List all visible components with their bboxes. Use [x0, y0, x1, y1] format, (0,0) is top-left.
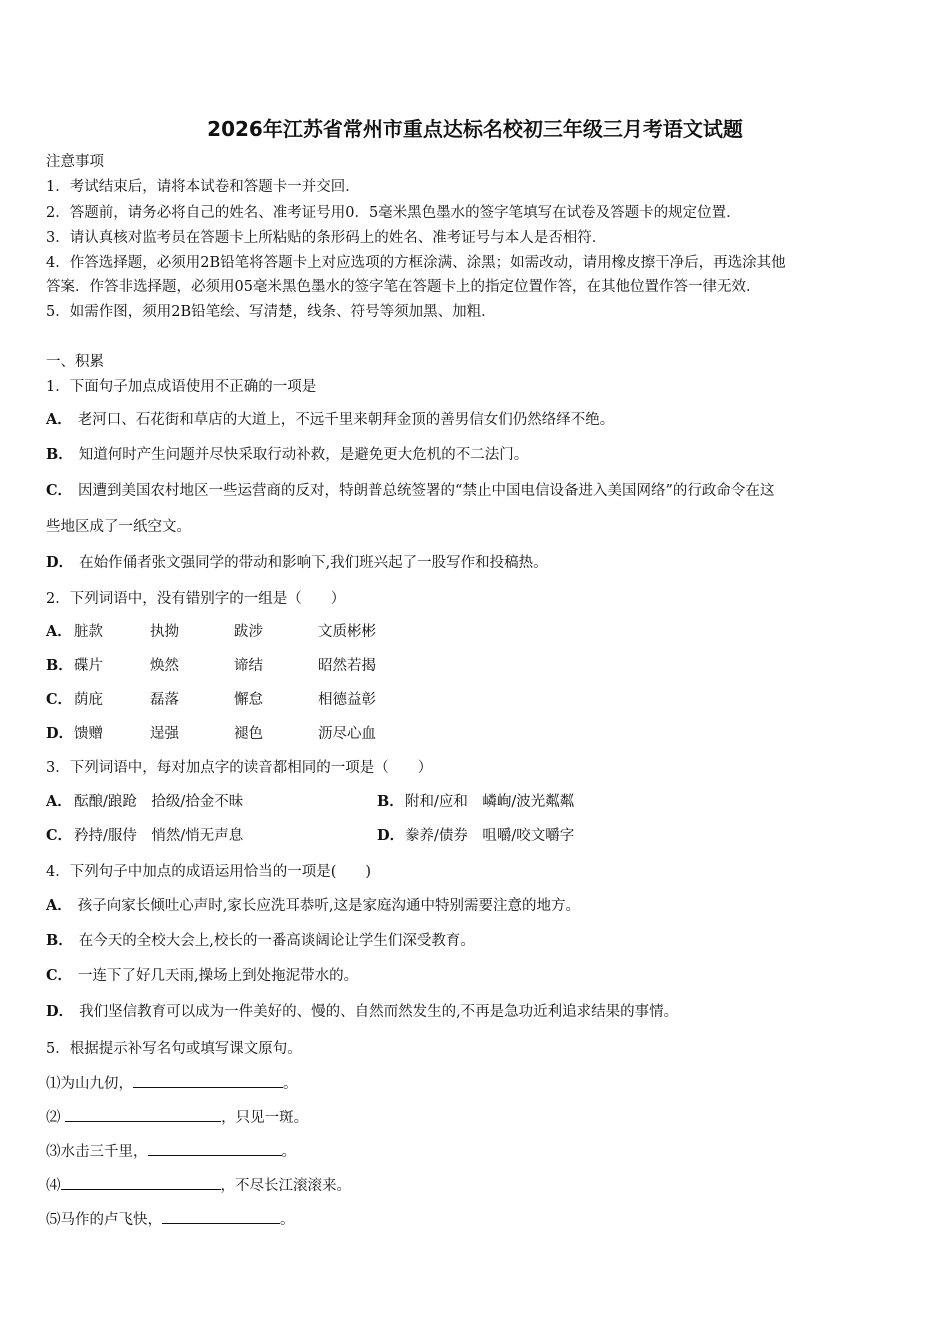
option-text: 在始作俑者张文强同学的带动和影响下,我们班兴起了一股写作和投稿热。 [79, 555, 548, 571]
option-label: C． [46, 827, 73, 844]
notice-item: 5．如需作图，须用2B铅笔绘、写清楚，线条、符号等须加黑、加粗． [46, 304, 496, 320]
fill-in-item [46, 1107, 308, 1128]
prompt-text: ⑵ [46, 1110, 66, 1126]
q1-option-b [46, 445, 528, 465]
option-label: D． [46, 1003, 74, 1020]
answer-blank[interactable] [162, 1209, 280, 1224]
word: 荫庇 [74, 692, 103, 708]
word: 跋涉 [234, 624, 263, 640]
question-4-stem: 4．下列句子中加点的成语运用恰当的一项是( ) [46, 864, 372, 880]
option-text: 因遭到美国农村地区一些运营商的反对，特朗普总统签署的“禁止中国电信设备进入美国网络”的行政命令在这 [78, 483, 775, 499]
option-label: A． [46, 793, 72, 810]
word: 沥尽心血 [318, 726, 376, 742]
prompt-text: ⑷ [46, 1178, 61, 1194]
prompt-text: 。 [280, 1212, 295, 1228]
question-2-stem: 2．下列词语中，没有错别字的一组是（ ） [46, 591, 346, 607]
option-label: B． [46, 657, 73, 674]
option-text: 知道何时产生问题并尽快采取行动补救，是避免更大危机的不二法门。 [78, 447, 529, 463]
option-label: D． [46, 554, 74, 571]
option-text: 豢养/债券 咀嚼/咬文嚼字 [405, 828, 575, 844]
prompt-text: ⑸马作的卢飞快， [46, 1212, 162, 1228]
notice-item: 4．作答选择题，必须用2B铅笔将答题卡上对应选项的方框涂满、涂黑；如需改动，请用橡皮擦干净后，再选涂其他 [46, 255, 786, 271]
notice-heading: 注意事项 [46, 154, 104, 170]
word: 执拗 [150, 624, 179, 640]
q4-option-c [46, 966, 358, 986]
notice-item: 2．答题前，请务必将自己的姓名、准考证号用0．5毫米黑色墨水的签字笔填写在试卷及答题卡的规定位置． [46, 205, 741, 221]
fill-in-item [46, 1141, 296, 1162]
fill-in-item [46, 1209, 295, 1230]
prompt-text: 。 [281, 1144, 296, 1160]
q4-option-a [46, 896, 580, 916]
word: 焕然 [150, 658, 179, 674]
prompt-text: ，不尽长江滚滚来。 [220, 1178, 351, 1194]
question-3-stem: 3．下列词语中，每对加点字的读音都相同的一项是（ ） [46, 760, 433, 776]
answer-blank[interactable] [61, 1175, 221, 1190]
option-text: 附和/应和 嶙峋/波光粼粼 [405, 794, 575, 810]
answer-blank[interactable] [148, 1141, 282, 1156]
option-label: B． [46, 446, 73, 463]
prompt-text: ⑴为山九仞， [46, 1076, 133, 1092]
q4-option-d [46, 1002, 678, 1022]
word: 碟片 [74, 658, 103, 674]
option-label: D． [46, 725, 74, 742]
option-text: 在今天的全校大会上,校长的一番高谈阔论让学生们深受教育。 [78, 933, 475, 949]
word: 文质彬彬 [318, 624, 376, 640]
prompt-text: 。 [283, 1076, 298, 1092]
option-label: B． [46, 932, 73, 949]
fill-in-item [46, 1175, 351, 1196]
word: 褪色 [234, 726, 263, 742]
word: 懈怠 [234, 692, 263, 708]
option-label: B． [377, 793, 404, 810]
option-text: 老河口、石花街和草店的大道上，不远千里来朝拜金顶的善男信女们仍然络绎不绝。 [77, 412, 615, 428]
option-text: 我们坚信教育可以成为一件美好的、慢的、自然而然发生的,不再是急功近利追求结果的事情。 [79, 1004, 679, 1020]
word: 磊落 [150, 692, 179, 708]
notice-item: 答案．作答非选择题，必须用05毫米黑色墨水的签字笔在答题卡上的指定位置作答，在其他位置作答一律无效． [46, 279, 761, 295]
option-label: A． [46, 623, 72, 640]
prompt-text: ⑶水击三千里， [46, 1144, 148, 1160]
word: 谛结 [234, 658, 263, 674]
notice-item: 1．考试结束后，请将本试卷和答题卡一并交回． [46, 179, 360, 195]
word: 相德益彰 [318, 692, 376, 708]
word: 逞强 [150, 726, 179, 742]
option-text: 矜持/服侍 悄然/悄无声息 [74, 828, 244, 844]
option-text: 酝酿/踉跄 拾级/拾金不昧 [74, 794, 244, 810]
option-label: C． [46, 967, 73, 984]
option-label: A． [46, 411, 72, 428]
option-text: 一连下了好几天雨,操场上到处拖泥带水的。 [78, 968, 359, 984]
question-1-stem: 1．下面句子加点成语使用不正确的一项是 [46, 379, 317, 395]
word: 昭然若揭 [318, 658, 376, 674]
notice-item: 3．请认真核对监考员在答题卡上所粘贴的条形码上的姓名、准考证号与本人是否相符． [46, 230, 607, 246]
section-heading: 一、积累 [46, 354, 104, 370]
word: 脏款 [74, 624, 103, 640]
option-label: C． [46, 482, 73, 499]
question-5-stem: 5．根据提示补写名句或填写课文原句。 [46, 1041, 302, 1057]
page-title: 2026年江苏省常州市重点达标名校初三年级三月考语文试题 [207, 117, 743, 141]
option-label: D． [377, 827, 405, 844]
answer-blank[interactable] [133, 1073, 283, 1088]
q4-option-b [46, 931, 475, 951]
option-text: 孩子向家长倾吐心声时,家长应洗耳恭听,这是家庭沟通中特别需要注意的地方。 [77, 898, 580, 914]
q1-option-c [46, 481, 774, 501]
answer-blank[interactable] [65, 1107, 221, 1122]
q1-option-a [46, 410, 614, 430]
q1-option-c-continued: 些地区成了一纸空文。 [46, 519, 191, 535]
option-label: C． [46, 691, 73, 708]
prompt-text: ，只见一斑。 [221, 1110, 309, 1126]
option-label: A． [46, 897, 72, 914]
fill-in-item [46, 1073, 298, 1094]
word: 馈赠 [74, 726, 103, 742]
q1-option-d [46, 553, 548, 573]
